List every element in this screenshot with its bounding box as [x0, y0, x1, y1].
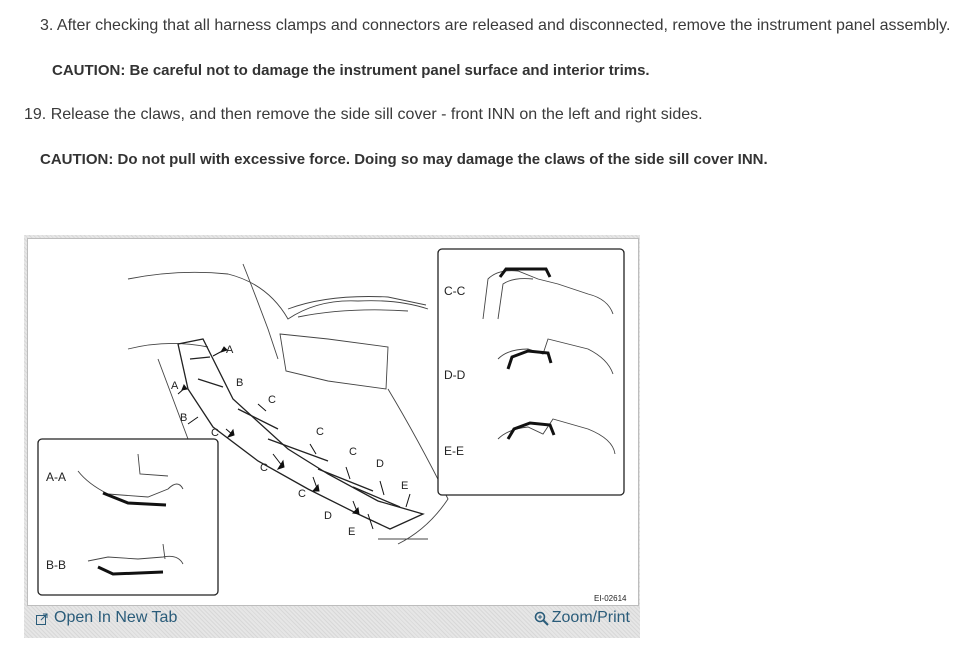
callout-d-2: D	[324, 510, 332, 522]
magnifier-icon	[534, 611, 549, 626]
figure-code: EI-02614	[594, 594, 627, 603]
open-in-new-tab-label: Open In New Tab	[54, 609, 178, 626]
callout-c-6: C	[298, 488, 306, 500]
caution-instrument-panel: CAUTION: Be careful not to damage the instrument panel surface and interior trims.	[52, 62, 650, 79]
open-in-new-tab-link[interactable]	[36, 609, 177, 627]
step-19-text: 19. Release the claws, and then remove the side sill cover - front INN on the left and right sides.	[24, 106, 703, 123]
zoom-print-link[interactable]	[534, 609, 630, 627]
callout-c-3: C	[316, 426, 324, 438]
callout-d-1: D	[376, 458, 384, 470]
figure-container	[24, 235, 640, 638]
side-sill-illustration	[27, 238, 639, 606]
callout-c-2: C	[211, 427, 219, 439]
illustration-svg	[28, 239, 638, 605]
callout-a-left: A	[171, 380, 179, 392]
section-dd-label: D-D	[444, 368, 466, 382]
zoom-print-label: Zoom/Print	[551, 609, 630, 626]
callout-e-1: E	[401, 480, 409, 492]
callout-c-1: C	[268, 394, 276, 406]
callout-a-top: A	[226, 344, 234, 356]
cross-section-panel	[438, 249, 624, 495]
callout-e-2: E	[348, 526, 356, 538]
callout-b-left: B	[180, 412, 188, 424]
callout-c-5: C	[349, 446, 357, 458]
caution-side-sill: CAUTION: Do not pull with excessive force. Doing so may damage the claws of the side sill cover INN.	[40, 151, 768, 168]
external-window-icon	[36, 612, 48, 624]
step-3-text: 3. After checking that all harness clamps and connectors are released and disconnected, remove the instrument panel assembly.	[40, 17, 951, 34]
section-bb-label: B-B	[46, 558, 67, 572]
callout-c-4: C	[260, 462, 268, 474]
section-cc-label: C-C	[444, 284, 466, 298]
section-aa-label: A-A	[46, 470, 67, 484]
callout-b-top: B	[236, 377, 244, 389]
section-ee-label: E-E	[444, 444, 465, 458]
